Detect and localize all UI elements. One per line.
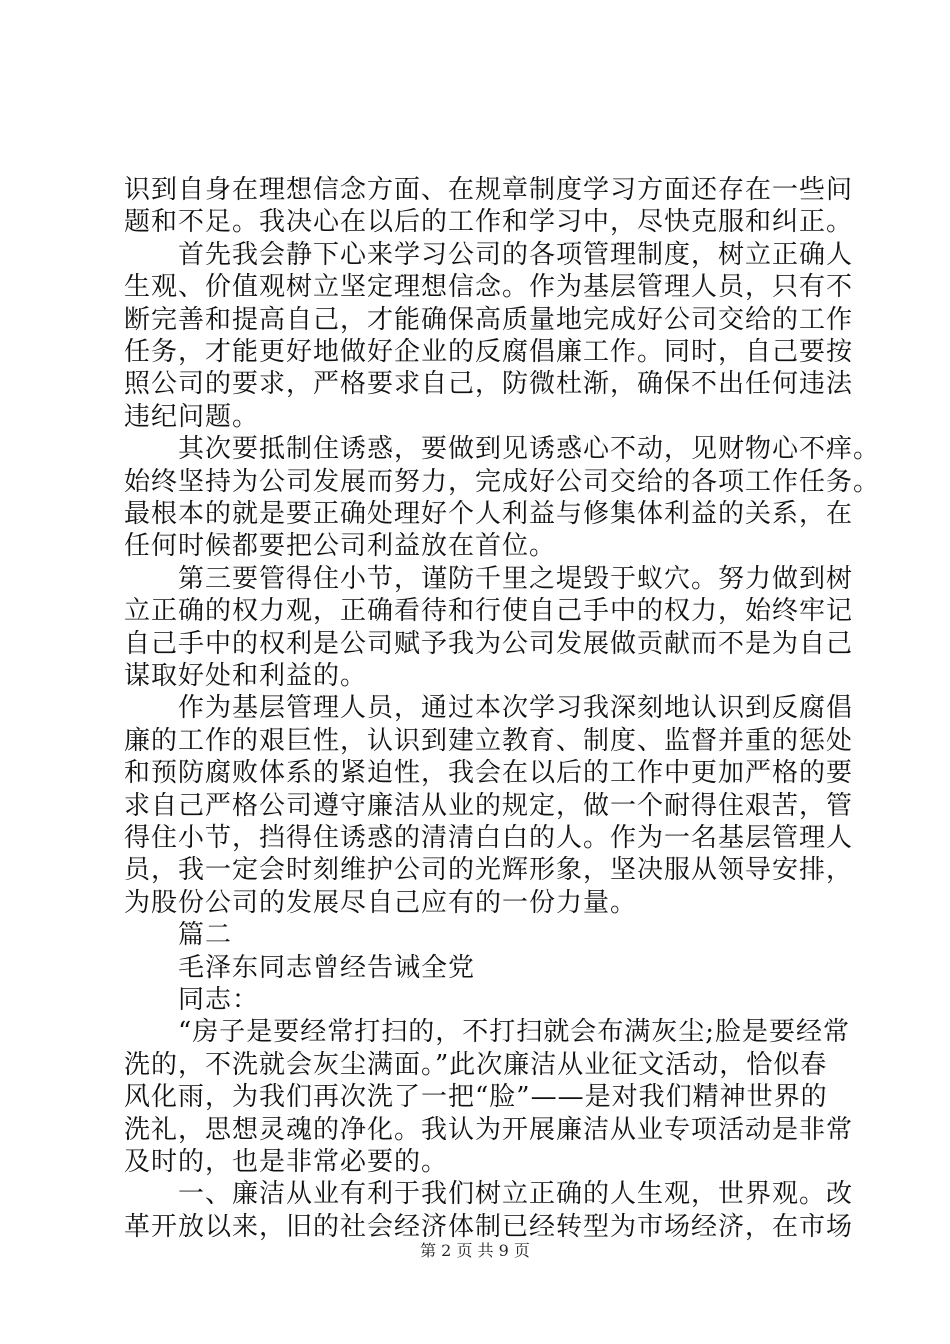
text-line: 革开放以来，旧的社会经济体制已经转型为市场经济，在市场: [124, 1211, 854, 1242]
text-line: 生观、价值观树立坚定理想信念。作为基层管理人员，只有不: [124, 272, 854, 303]
text-line: 违纪问题。: [124, 401, 260, 432]
text-line: “房子是要经常打扫的，不打扫就会布满灰尘;脸是要经常: [124, 1017, 851, 1048]
text-line: 廉的工作的艰巨性，认识到建立教育、制度、监督并重的惩处: [124, 725, 854, 756]
text-line: 及时的，也是非常必要的。: [124, 1147, 449, 1177]
text-line: 作为基层管理人员，通过本次学习我深刻地认识到反腐倡: [124, 693, 854, 724]
text-line: 风化雨，为我们再次洗了一把“脸”——是对我们精神世界的: [124, 1082, 828, 1113]
text-line: 首先我会静下心来学习公司的各项管理制度，树立正确人: [124, 239, 854, 270]
text-line: 最根本的就是要正确处理好个人利益与修集体利益的关系，在: [124, 499, 854, 529]
text-line: 其次要抵制住诱惑，要做到见诱惑心不动，见财物心不痒。: [124, 434, 881, 465]
text-line: 洗的，不洗就会灰尘满面。”此次廉洁从业征文活动，恰似春: [124, 1049, 828, 1080]
text-line: 自己手中的权利是公司赋予我为公司发展做贡献而不是为自己: [124, 628, 854, 659]
text-line: 得住小节，挡得住诱惑的清清白白的人。作为一名基层管理人: [124, 823, 854, 853]
text-line: 第三要管得住小节，谨防千里之堤毁于蚁穴。努力做到树: [124, 563, 854, 594]
text-line: 照公司的要求，严格要求自己，防微杜渐，确保不出任何违法: [124, 369, 854, 400]
text-line: 始终坚持为公司发展而努力，完成好公司交给的各项工作任务。: [124, 466, 881, 497]
text-line: 洗礼，思想灵魂的净化。我认为开展廉洁从业专项活动是非常: [124, 1114, 854, 1145]
text-line: 断完善和提高自己，才能确保高质量地完成好公司交给的工作: [124, 304, 854, 335]
text-line: 求自己严格公司遵守廉洁从业的规定，做一个耐得住艰苦，管: [124, 790, 854, 821]
text-line: 任务，才能更好地做好企业的反腐倡廉工作。同时，自己要按: [124, 337, 854, 367]
text-line: 任何时候都要把公司利益放在首位。: [124, 531, 557, 562]
text-line: 毛泽东同志曾经告诫全党: [124, 952, 476, 983]
text-line: 和预防腐败体系的紧迫性，我会在以后的工作中更加严格的要: [124, 758, 854, 789]
text-line: 篇二: [124, 920, 233, 951]
text-line: 立正确的权力观，正确看待和行使自己手中的权力，始终牢记: [124, 596, 854, 627]
text-line: 员，我一定会时刻维护公司的光辉形象，坚决服从领导安排，: [124, 855, 854, 886]
text-line: 为股份公司的发展尽自己应有的一份力量。: [124, 887, 638, 918]
text-line: 识到自身在理想信念方面、在规章制度学习方面还存在一些问: [124, 175, 854, 205]
text-line: 谋取好处和利益的。: [124, 661, 368, 691]
page-footer: 第 2 页 共 9 页: [420, 1241, 530, 1260]
text-line: 同志：: [124, 985, 260, 1015]
text-line: 一、廉洁从业有利于我们树立正确的人生观，世界观。改: [124, 1179, 854, 1210]
text-line: 题和不足。我决心在以后的工作和学习中，尽快克服和纠正。: [124, 207, 854, 238]
